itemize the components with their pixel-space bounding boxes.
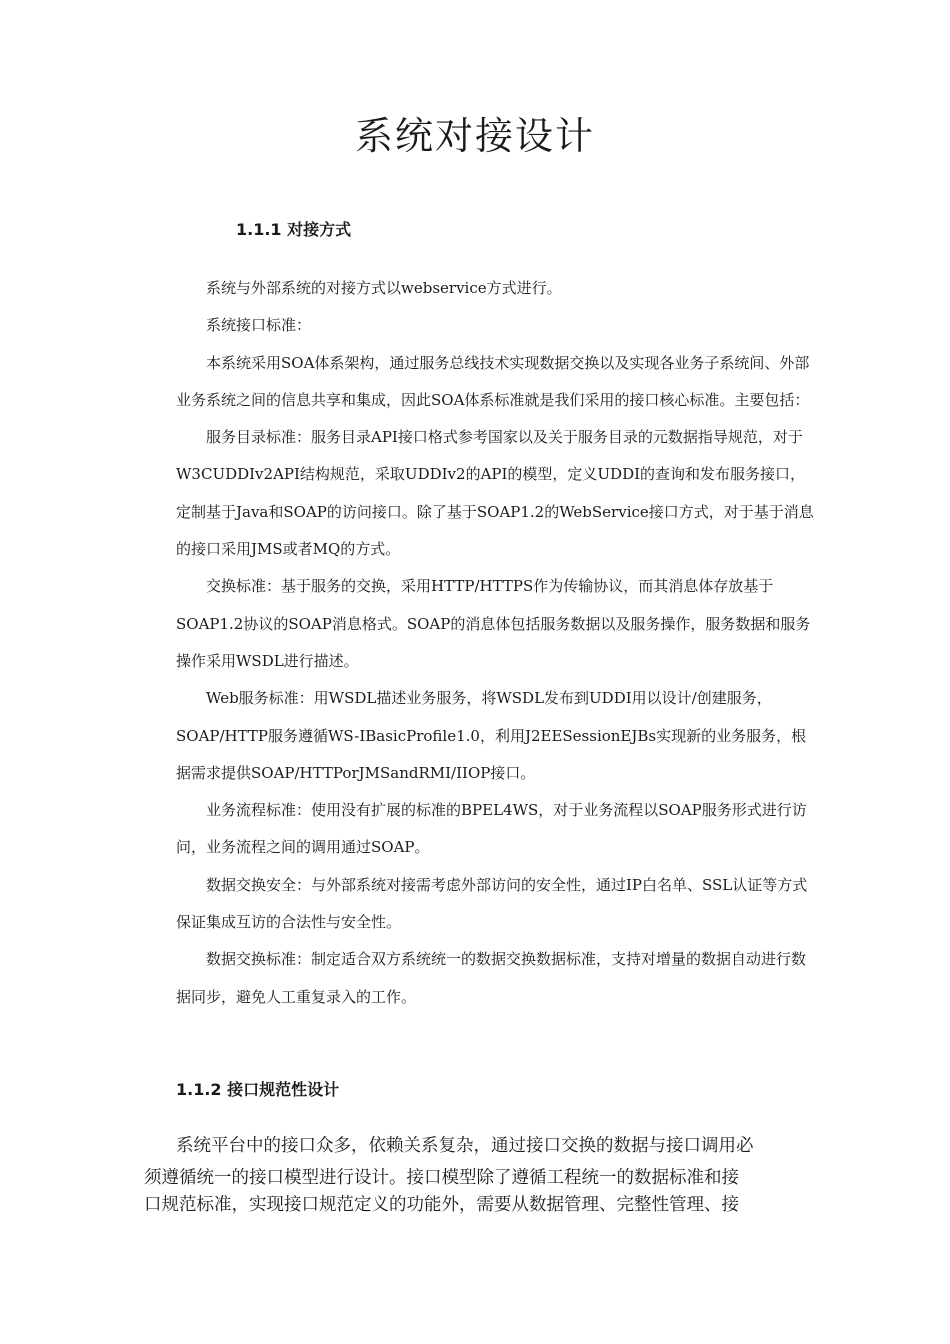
document-title: 系统对接设计	[354, 114, 595, 158]
section-body-1-1-2	[144, 1128, 824, 1218]
text-line: 口规范标准，实现接口规范定义的功能外，需要从数据管理、完整性管理、接	[144, 1195, 739, 1215]
text-line: 系统平台中的接口众多，依赖关系复杂，通过接口交换的数据与接口调用必	[176, 1136, 754, 1156]
paragraph: 交换标准：基于服务的交换，采用HTTP/HTTPS作为传输协议，而其消息体存放基于SOAP1.2协议的SOAP消息格式。SOAP的消息体包括服务数据以及服务操作，服务数据和服务操作采用WSDL进行描述。	[176, 577, 811, 670]
section-heading-1-1-1: 1.1.1 对接方式	[236, 220, 352, 239]
paragraph: Web服务标准：用WSDL描述业务服务，将WSDL发布到UDDI用以设计/创建服务，SOAP/HTTP服务遵循WS-IBasicProfile1.0，利用J2EESessionEJBs实现新的业务服务，根据需求提供SOAP/HTTPorJMSandRMI/IIOP接口。	[176, 689, 807, 782]
paragraph: 业务流程标准：使用没有扩展的标准的BPEL4WS，对于业务流程以SOAP服务形式进行访问，业务流程之间的调用通过SOAP。	[176, 801, 807, 857]
paragraph: 服务目录标准：服务目录API接口格式参考国家以及关于服务目录的元数据指导规范，对于W3CUDDIv2API结构规范，采取UDDIv2的API的模型，定义UDDI的查询和发布服务接口，定制基于Java和SOAP的访问接口。除了基于SOAP1.2的WebService接口方式，对于基于消息的接口采用JMS或者MQ的方式。	[176, 428, 814, 559]
paragraph: 系统与外部系统的对接方式以webservice方式进行。	[206, 279, 562, 297]
section-body-1-1-1	[176, 270, 816, 1016]
text-line: 须遵循统一的接口模型进行设计。接口模型除了遵循工程统一的数据标准和接	[144, 1168, 739, 1188]
paragraph: 数据交换安全：与外部系统对接需考虑外部访问的安全性，通过IP白名单、SSL认证等方式保证集成互访的合法性与安全性。	[176, 875, 808, 932]
paragraph: 系统接口标准：	[206, 316, 312, 335]
paragraph: 数据交换标准：制定适合双方系统统一的数据交换数据标准，支持对增量的数据自动进行数据同步，避免人工重复录入的工作。	[176, 950, 807, 1006]
paragraph: 本系统采用SOA体系架构，通过服务总线技术实现数据交换以及实现各业务子系统间、外部业务系统之间的信息共享和集成，因此SOA体系标准就是我们采用的接口核心标准。主要包括：	[176, 353, 810, 409]
section-heading-1-1-2: 1.1.2 接口规范性设计	[176, 1080, 340, 1099]
